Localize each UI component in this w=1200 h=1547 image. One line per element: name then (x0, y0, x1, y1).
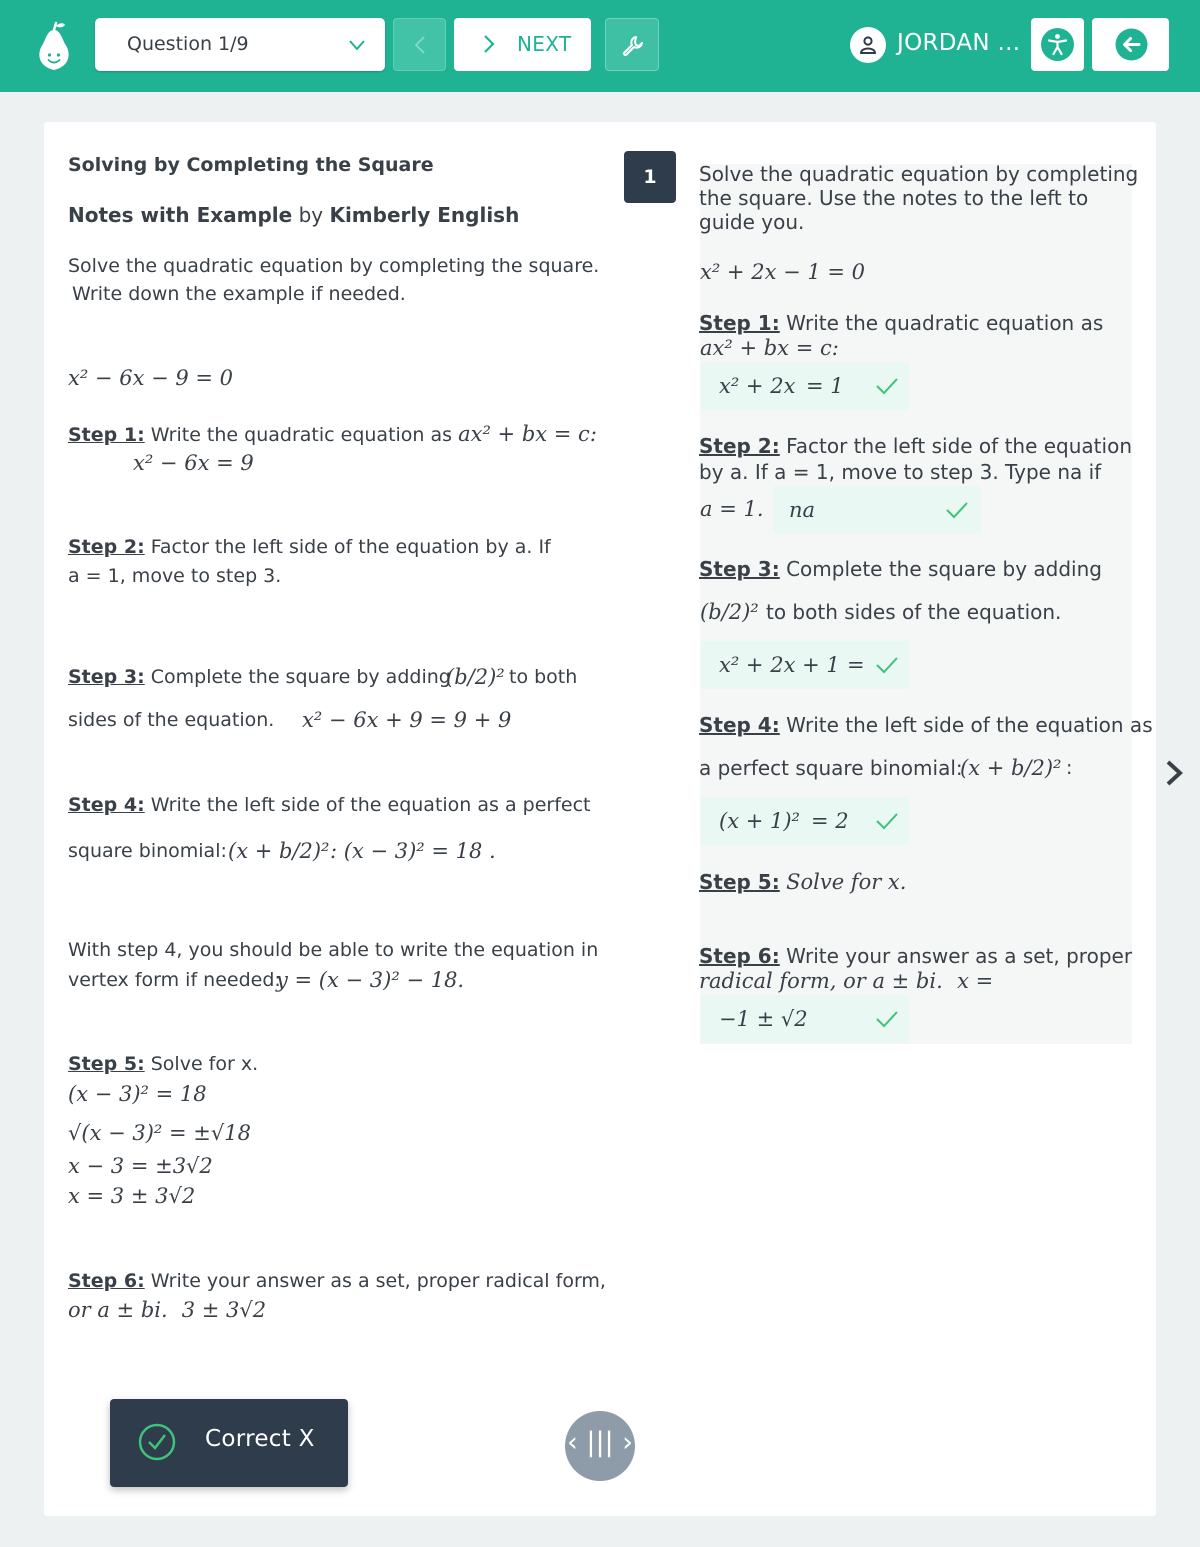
notes-step3-label: Step 3: (68, 666, 145, 688)
notes-step5-line3: x − 3 = ±3√2 (68, 1154, 213, 1178)
question-step2 (699, 432, 1132, 460)
question-prompt-line3: guide you. (699, 210, 805, 234)
arrow-left-circle-icon (1115, 28, 1148, 61)
accessibility-button[interactable] (1031, 18, 1084, 71)
step1-answer-tail: = 1 (806, 374, 844, 398)
question-step4-colon: : (1066, 757, 1073, 779)
question-equation: x² + 2x − 1 = 0 (700, 260, 866, 284)
pear-logo-icon[interactable] (34, 20, 74, 72)
check-icon (875, 811, 899, 831)
step4-answer-tail: = 2 (811, 809, 849, 833)
notes-step3 (68, 663, 451, 691)
check-icon (875, 376, 899, 396)
question-step6-x: x = (957, 969, 994, 993)
question-step4 (699, 711, 1153, 739)
question-step2-text2: by a. If a = 1, move to step 3. Type na if (699, 460, 1102, 484)
question-prompt-line1: Solve the quadratic equation by completing (699, 162, 1139, 186)
notes-step5-line1: (x − 3)² = 18 (68, 1082, 207, 1106)
check-circle-icon (138, 1423, 176, 1461)
question-step1-form: ax² + bx = c: (700, 336, 839, 360)
correct-toast[interactable] (110, 1399, 348, 1487)
question-step3-label: Step 3: (699, 557, 780, 581)
notes-step2-text: Factor the left side of the equation by a. If (150, 536, 551, 558)
notes-step3-result: x² − 6x + 9 = 9 + 9 (302, 708, 512, 732)
notes-step4-form: (x + b/2)² (228, 839, 330, 863)
notes-step3-tail: to both (509, 666, 578, 688)
question-step6-label: Step 6: (699, 944, 780, 968)
notes-step4-text2: square binomial: (68, 840, 227, 862)
notes-vertex-line2: vertex form if needed: (68, 969, 281, 991)
question-selector-label: Question 1/9 (127, 33, 249, 55)
question-selector[interactable] (95, 18, 385, 71)
notes-equation: x² − 6x − 9 = 0 (68, 366, 234, 390)
step4-answer-value: (x + 1)² (719, 809, 800, 833)
question-step1-label: Step 1: (699, 311, 780, 335)
question-step6-line2 (699, 967, 993, 995)
panel-splitter-handle[interactable] (565, 1411, 635, 1481)
notes-step3-text2: sides of the equation. (68, 709, 275, 731)
notes-step6-answer: 3 ± 3√2 (181, 1298, 267, 1322)
notes-title: Solving by Completing the Square (68, 154, 434, 176)
notes-step2-text2: a = 1, move to step 3. (68, 565, 282, 587)
next-button-label: NEXT (517, 32, 572, 56)
wrench-icon (621, 34, 645, 58)
chevron-left-icon (411, 35, 431, 55)
notes-step2-label: Step 2: (68, 536, 145, 558)
question-step6-text2: radical form, or a ± bi. (699, 969, 943, 993)
question-step6 (699, 942, 1132, 970)
question-step5-label: Step 5: (699, 870, 780, 894)
question-step5 (699, 868, 906, 896)
notes-step5-line2: √(x − 3)² = ±√18 (68, 1121, 251, 1145)
check-icon (945, 500, 969, 520)
splitter-label: ‹ ||| › (566, 1427, 634, 1458)
notes-step6 (68, 1267, 606, 1295)
notes-step3-fraction: (b/2)² (446, 665, 505, 689)
notes-subtitle-by: by (298, 203, 324, 227)
notes-step5-label: Step 5: (68, 1053, 145, 1075)
notes-step4-result: : (x − 3)² = 18 . (330, 839, 496, 863)
notes-step4-text: Write the left side of the equation as a perfect (150, 794, 591, 816)
question-number-badge: 1 (624, 151, 676, 203)
next-button[interactable] (454, 18, 591, 71)
step6-answer-value: −1 ± √2 (719, 1007, 808, 1031)
notes-step2 (68, 533, 551, 561)
question-step2-label: Step 2: (699, 434, 780, 458)
tools-button[interactable] (605, 18, 659, 71)
notes-subtitle (68, 201, 519, 229)
notes-step6-text: Write your answer as a set, proper radical form, (150, 1270, 606, 1292)
question-step4-form: (x + b/2)² (960, 756, 1062, 780)
question-step3 (699, 555, 1102, 583)
notes-step6-text2: or a ± bi. (68, 1298, 168, 1322)
question-step1 (699, 309, 1103, 337)
chevron-down-icon (347, 35, 367, 55)
exit-button[interactable] (1092, 18, 1169, 71)
step3-answer-eq: = (847, 653, 865, 677)
step2-answer-value: na (789, 498, 816, 522)
notes-step4 (68, 791, 590, 819)
notes-vertex-equation: y = (x − 3)² − 18. (276, 968, 465, 992)
step1-answer-value: x² + 2x (719, 374, 796, 398)
chevron-right-icon (480, 34, 498, 54)
notes-step1 (68, 420, 597, 449)
notes-step1-result: x² − 6x = 9 (133, 451, 254, 475)
notes-intro-line1: Solve the quadratic equation by completing the square. (68, 255, 600, 277)
question-step3-text: Complete the square by adding (786, 557, 1102, 581)
question-step2-text3: a = 1. (700, 497, 764, 521)
notes-step6-label: Step 6: (68, 1270, 145, 1292)
notes-step6-line2 (68, 1296, 266, 1325)
question-step4-label: Step 4: (699, 713, 780, 737)
question-step3-fraction: (b/2)² (700, 600, 759, 624)
notes-step1-text: Write the quadratic equation as (150, 424, 453, 446)
notes-step5-line4: x = 3 ± 3√2 (68, 1184, 196, 1208)
step6-answer-field[interactable] (701, 995, 909, 1043)
user-avatar-icon[interactable] (850, 27, 886, 63)
step4-answer-field[interactable] (701, 797, 909, 845)
check-icon (875, 655, 899, 675)
user-icon (858, 35, 878, 55)
step3-answer-value: x² + 2x + 1 (719, 653, 840, 677)
notes-step1-form: ax² + bx = c: (458, 422, 597, 446)
question-step5-text: Solve for x. (786, 870, 907, 894)
notes-step4-label: Step 4: (68, 794, 145, 816)
user-name[interactable]: JORDAN ... (897, 30, 1021, 56)
question-step3-tail: to both sides of the equation. (766, 600, 1062, 624)
notes-subtitle-main: Notes with Example (68, 203, 293, 227)
question-step4-text: Write the left side of the equation as (786, 713, 1153, 737)
accessibility-icon (1041, 28, 1074, 61)
question-prompt-line2: the square. Use the notes to the left to (699, 186, 1089, 210)
step2-answer-field[interactable] (773, 486, 981, 534)
notes-step3-text: Complete the square by adding (150, 666, 451, 688)
question-step1-text: Write the quadratic equation as (786, 311, 1104, 335)
notes-author: Kimberly English (329, 203, 520, 227)
notes-step5 (68, 1050, 258, 1078)
check-icon (875, 1009, 899, 1029)
notes-intro-line2: Write down the example if needed. (72, 283, 406, 305)
question-step6-text: Write your answer as a set, proper (786, 944, 1133, 968)
previous-button[interactable] (393, 18, 446, 71)
toast-label: Correct X (205, 1426, 315, 1452)
next-question-arrow-icon[interactable] (1164, 758, 1186, 788)
question-step4-text2: a perfect square binomial: (699, 756, 963, 780)
notes-step1-label: Step 1: (68, 424, 145, 446)
step3-answer-field[interactable] (701, 641, 909, 689)
step1-answer-field[interactable] (701, 362, 909, 410)
notes-step5-text: Solve for x. (150, 1053, 259, 1075)
top-bar (0, 0, 1200, 92)
question-step2-text: Factor the left side of the equation (786, 434, 1132, 458)
notes-vertex-line1: With step 4, you should be able to write the equation in (68, 939, 599, 961)
